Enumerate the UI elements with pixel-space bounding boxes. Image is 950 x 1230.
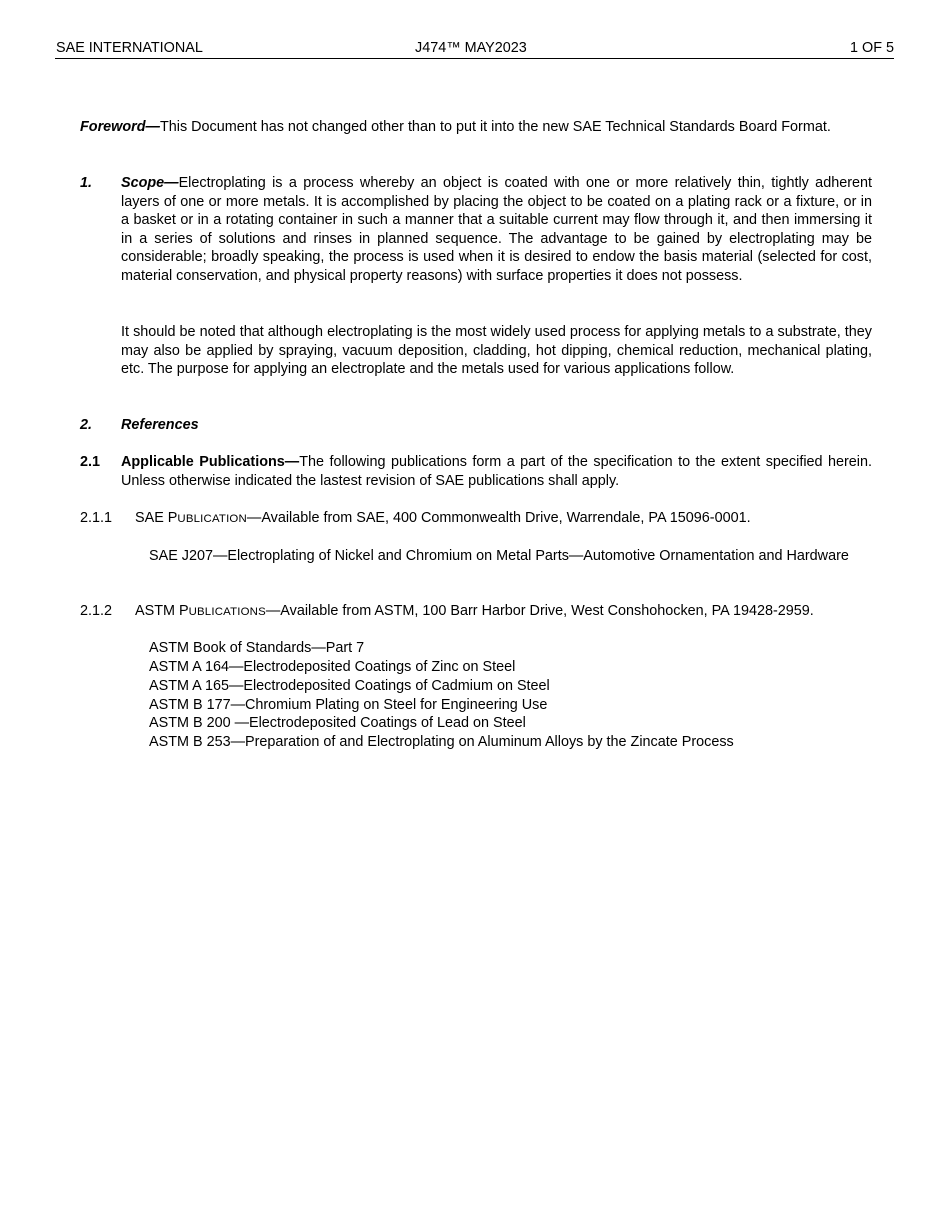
applicable-number: 2.1: [80, 454, 101, 470]
astm-pub-smallcaps: UBLICATIONS: [188, 606, 266, 618]
scope-paragraph-2: It should be noted that although electroplating is the most widely used process for applying metals to a substrate, they may also be applied by spraying, vacuum deposition, cladding, hot dipping, chemical reduction, mechanical plating, etc. The purpose for applying an electroplate and the metals used for various applications follow.: [121, 324, 872, 378]
references-heading: References: [121, 417, 199, 433]
foreword-paragraph: [80, 118, 885, 137]
scope-label: Scope—: [121, 175, 179, 191]
sae-pub-number: 2.1.1: [80, 510, 113, 526]
applicable-text: The following publications form a part of the specification to the extent specified herein. Unless otherwise indicated the lastest revision of SAE publications shall apply.: [121, 454, 872, 489]
astm-list-item: ASTM A 165—Electrodeposited Coatings of Cadmium on Steel: [149, 678, 550, 694]
sae-pub-text: —Available from SAE, 400 Commonwealth Drive, Warrendale, PA 15096-0001.: [246, 510, 751, 526]
header-org: SAE INTERNATIONAL: [56, 40, 203, 56]
astm-pub-number: 2.1.2: [80, 603, 113, 619]
foreword-text: This Document has not changed other than to put it into the new SAE Technical Standards Board Format.: [159, 119, 831, 135]
foreword-label: Foreword—: [80, 119, 160, 135]
sae-pub-smallcaps: UBLICATION: [177, 513, 247, 525]
applicable-label: Applicable Publications—: [121, 454, 300, 470]
astm-list-item: ASTM B 200 —Electrodeposited Coatings of Lead on Steel: [149, 715, 526, 731]
astm-pub-prefix: ASTM P: [135, 603, 189, 619]
page-header: [55, 38, 894, 59]
sae-j207-item: SAE J207—Electroplating of Nickel and Chromium on Metal Parts—Automotive Ornamentation and Hardware: [149, 548, 849, 564]
header-doc-id: J474™ MAY2023: [415, 40, 527, 56]
scope-number: 1.: [80, 175, 93, 191]
sae-pub-heading: [135, 509, 751, 529]
applicable-paragraph: [121, 453, 872, 490]
references-number: 2.: [80, 417, 93, 433]
astm-list-item: ASTM B 177—Chromium Plating on Steel for Engineering Use: [149, 697, 548, 713]
astm-list-item: ASTM Book of Standards—Part 7: [149, 640, 365, 656]
astm-list-item: ASTM A 164—Electrodeposited Coatings of Zinc on Steel: [149, 659, 516, 675]
astm-pub-heading: [135, 602, 814, 622]
sae-pub-prefix: SAE P: [135, 510, 178, 526]
astm-pub-text: —Available from ASTM, 100 Barr Harbor Drive, West Conshohocken, PA 19428-2959.: [265, 603, 814, 619]
scope-text: Electroplating is a process whereby an object is coated with one or more relatively thin, tightly adherent layers of one or more metals. It is accomplished by placing the object to be coated on a plating rack or a fixture, or in a basket or in a rotating container in such a manner that a suitable current may flow through it, and then immersing it in a series of solutions and rinses in planned sequence. The advantage to be gained by electroplating may be considerable; broadly speaking, the process is used when it is desired to endow the basis material (selected for cost, material conservation, and physical property reasons) with surface properties it does not possess.: [121, 175, 872, 284]
astm-list-item: ASTM B 253—Preparation of and Electroplating on Aluminum Alloys by the Zincate Process: [149, 734, 734, 750]
header-page-number: 1 OF 5: [850, 40, 894, 56]
scope-paragraph: [121, 174, 872, 286]
